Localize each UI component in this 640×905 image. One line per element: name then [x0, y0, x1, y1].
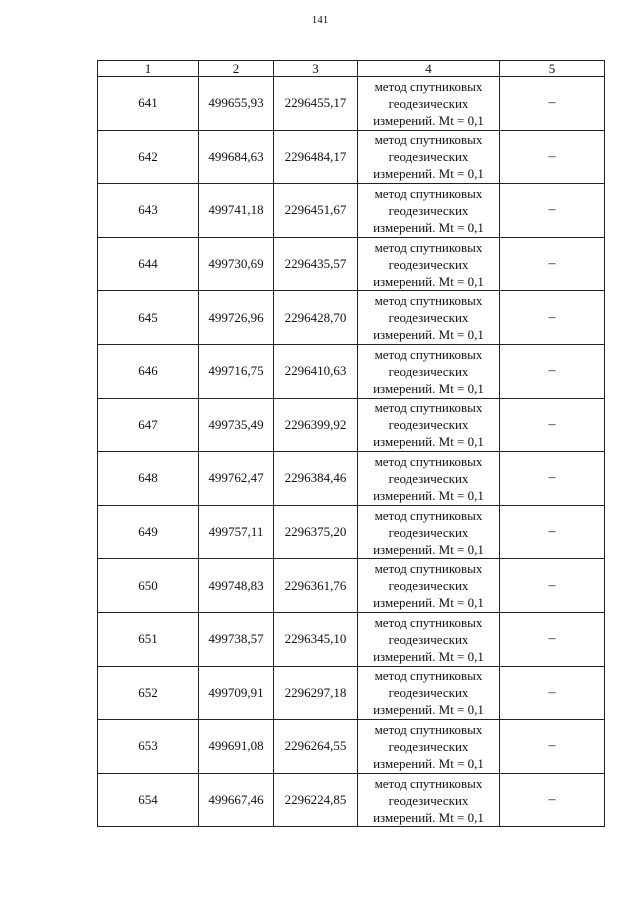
method-text-line: геодезических — [388, 738, 469, 754]
point-number-cell: 654 — [98, 773, 199, 827]
point-number-cell: 642 — [98, 130, 199, 184]
table-row — [98, 77, 605, 131]
table-row — [98, 184, 605, 238]
y-coordinate-cell: 2296455,17 — [274, 77, 358, 131]
x-coordinate-cell: 499716,75 — [199, 344, 274, 398]
y-coordinate-cell: 2296451,67 — [274, 184, 358, 238]
method-text-line: геодезических — [388, 310, 469, 326]
point-number-cell: 650 — [98, 559, 199, 613]
method-cell — [358, 291, 500, 345]
note-cell: – — [500, 184, 605, 238]
note-cell: – — [500, 666, 605, 720]
column-header-number: 1 — [98, 61, 199, 77]
method-text-line: геодезических — [388, 417, 469, 433]
point-number-cell: 648 — [98, 452, 199, 506]
point-number-cell: 646 — [98, 344, 199, 398]
method-text-line: метод спутниковых — [374, 775, 483, 791]
x-coordinate-cell: 499667,46 — [199, 773, 274, 827]
note-cell: – — [500, 505, 605, 559]
method-cell — [358, 666, 500, 720]
note-cell: – — [500, 773, 605, 827]
x-coordinate-cell: 499730,69 — [199, 237, 274, 291]
method-text-line: геодезических — [388, 470, 469, 486]
method-text-line: измерений. Mt = 0,1 — [373, 380, 484, 396]
method-text-line: измерений. Mt = 0,1 — [373, 595, 484, 611]
method-text-line: метод спутниковых — [374, 293, 483, 309]
x-coordinate-cell: 499748,83 — [199, 559, 274, 613]
coordinates-table — [97, 60, 605, 827]
method-cell — [358, 452, 500, 506]
table-row — [98, 773, 605, 827]
method-cell — [358, 612, 500, 666]
y-coordinate-cell: 2296375,20 — [274, 505, 358, 559]
point-number-cell: 641 — [98, 77, 199, 131]
method-text-line: измерений. Mt = 0,1 — [373, 273, 484, 289]
point-number-cell: 649 — [98, 505, 199, 559]
column-header-note: 5 — [500, 61, 605, 77]
point-number-cell: 653 — [98, 720, 199, 774]
table-row — [98, 612, 605, 666]
y-coordinate-cell: 2296410,63 — [274, 344, 358, 398]
point-number-cell: 647 — [98, 398, 199, 452]
method-text-line: метод спутниковых — [374, 78, 483, 94]
note-cell: – — [500, 612, 605, 666]
y-coordinate-cell: 2296345,10 — [274, 612, 358, 666]
method-text-line: геодезических — [388, 149, 469, 165]
method-text-line: геодезических — [388, 256, 469, 272]
note-cell: – — [500, 559, 605, 613]
column-header-x: 2 — [199, 61, 274, 77]
method-text-line: метод спутниковых — [374, 668, 483, 684]
method-text-line: измерений. Mt = 0,1 — [373, 434, 484, 450]
x-coordinate-cell: 499691,08 — [199, 720, 274, 774]
method-text-line: измерений. Mt = 0,1 — [373, 219, 484, 235]
table-row — [98, 130, 605, 184]
method-cell — [358, 130, 500, 184]
x-coordinate-cell: 499684,63 — [199, 130, 274, 184]
method-cell — [358, 77, 500, 131]
table-row — [98, 559, 605, 613]
method-text-line: метод спутниковых — [374, 239, 483, 255]
note-cell: – — [500, 130, 605, 184]
note-cell: – — [500, 398, 605, 452]
y-coordinate-cell: 2296361,76 — [274, 559, 358, 613]
method-cell — [358, 398, 500, 452]
x-coordinate-cell: 499762,47 — [199, 452, 274, 506]
method-text-line: метод спутниковых — [374, 507, 483, 523]
point-number-cell: 652 — [98, 666, 199, 720]
method-text-line: геодезических — [388, 631, 469, 647]
point-number-cell: 643 — [98, 184, 199, 238]
method-text-line: измерений. Mt = 0,1 — [373, 755, 484, 771]
note-cell: – — [500, 720, 605, 774]
method-text-line: геодезических — [388, 578, 469, 594]
method-text-line: геодезических — [388, 363, 469, 379]
method-text-line: геодезических — [388, 792, 469, 808]
note-cell: – — [500, 291, 605, 345]
method-text-line: измерений. Mt = 0,1 — [373, 112, 484, 128]
table-row — [98, 291, 605, 345]
method-cell — [358, 559, 500, 613]
method-text-line: измерений. Mt = 0,1 — [373, 166, 484, 182]
method-text-line: геодезических — [388, 95, 469, 111]
y-coordinate-cell: 2296297,18 — [274, 666, 358, 720]
point-number-cell: 651 — [98, 612, 199, 666]
method-text-line: измерений. Mt = 0,1 — [373, 541, 484, 557]
x-coordinate-cell: 499709,91 — [199, 666, 274, 720]
page-number: 141 — [311, 14, 329, 26]
method-text-line: измерений. Mt = 0,1 — [373, 702, 484, 718]
method-text-line: метод спутниковых — [374, 132, 483, 148]
method-text-line: измерений. Mt = 0,1 — [373, 327, 484, 343]
table-row — [98, 505, 605, 559]
x-coordinate-cell: 499655,93 — [199, 77, 274, 131]
table-row — [98, 720, 605, 774]
table-row — [98, 344, 605, 398]
method-text-line: метод спутниковых — [374, 453, 483, 469]
method-text-line: измерений. Mt = 0,1 — [373, 648, 484, 664]
table-row — [98, 398, 605, 452]
method-text-line: метод спутниковых — [374, 346, 483, 362]
note-cell: – — [500, 77, 605, 131]
method-cell — [358, 505, 500, 559]
method-text-line: метод спутниковых — [374, 185, 483, 201]
y-coordinate-cell: 2296399,92 — [274, 398, 358, 452]
note-cell: – — [500, 237, 605, 291]
table-row — [98, 666, 605, 720]
method-cell — [358, 184, 500, 238]
method-text-line: геодезических — [388, 685, 469, 701]
y-coordinate-cell: 2296484,17 — [274, 130, 358, 184]
method-cell — [358, 344, 500, 398]
table-row — [98, 237, 605, 291]
note-cell: – — [500, 344, 605, 398]
method-text-line: геодезических — [388, 524, 469, 540]
x-coordinate-cell: 499735,49 — [199, 398, 274, 452]
x-coordinate-cell: 499738,57 — [199, 612, 274, 666]
method-text-line: метод спутниковых — [374, 721, 483, 737]
method-text-line: измерений. Mt = 0,1 — [373, 809, 484, 825]
x-coordinate-cell: 499726,96 — [199, 291, 274, 345]
method-text-line: метод спутниковых — [374, 614, 483, 630]
column-header-method: 4 — [358, 61, 500, 77]
method-cell — [358, 773, 500, 827]
x-coordinate-cell: 499757,11 — [199, 505, 274, 559]
y-coordinate-cell: 2296384,46 — [274, 452, 358, 506]
table-header-row — [98, 61, 605, 77]
method-text-line: метод спутниковых — [374, 400, 483, 416]
note-cell: – — [500, 452, 605, 506]
x-coordinate-cell: 499741,18 — [199, 184, 274, 238]
y-coordinate-cell: 2296435,57 — [274, 237, 358, 291]
method-cell — [358, 720, 500, 774]
point-number-cell: 645 — [98, 291, 199, 345]
method-cell — [358, 237, 500, 291]
column-header-y: 3 — [274, 61, 358, 77]
y-coordinate-cell: 2296428,70 — [274, 291, 358, 345]
table-row — [98, 452, 605, 506]
method-text-line: измерений. Mt = 0,1 — [373, 487, 484, 503]
method-text-line: метод спутниковых — [374, 561, 483, 577]
method-text-line: геодезических — [388, 202, 469, 218]
point-number-cell: 644 — [98, 237, 199, 291]
y-coordinate-cell: 2296224,85 — [274, 773, 358, 827]
y-coordinate-cell: 2296264,55 — [274, 720, 358, 774]
